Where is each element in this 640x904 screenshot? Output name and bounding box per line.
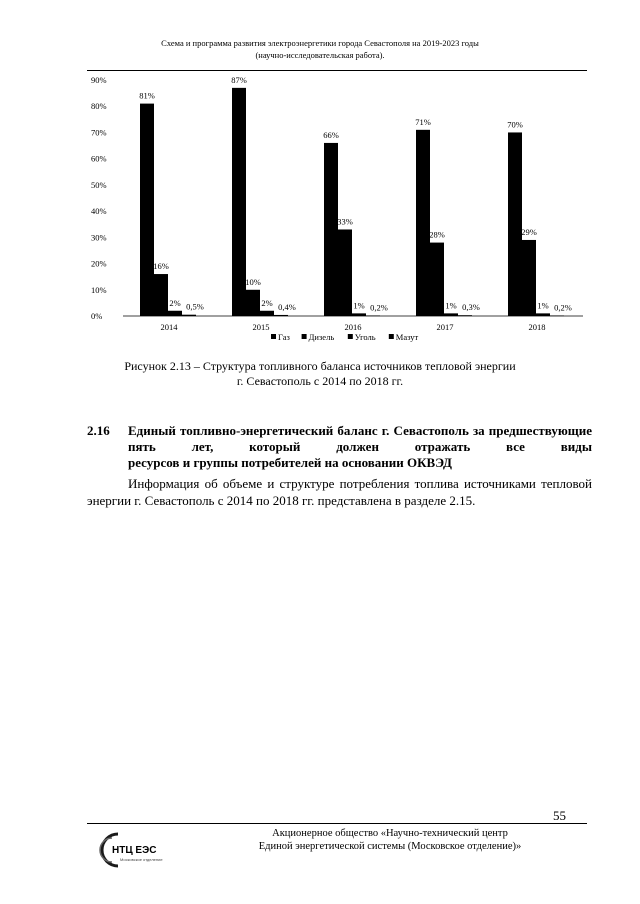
legend-swatch: [302, 334, 307, 339]
x-tick-label: 2018: [528, 322, 546, 332]
data-label: 71%: [415, 116, 431, 127]
logo-subtext: Московское отделение: [120, 857, 163, 862]
data-label: 66%: [323, 129, 339, 140]
data-label: 0,5%: [186, 301, 204, 312]
y-tick-label: 90%: [91, 75, 107, 85]
page-footer: [180, 827, 600, 853]
section-title-line-3: ресурсов и группы потребителей на основании ОКВЭД: [128, 455, 452, 470]
legend-swatch: [389, 334, 394, 339]
legend-swatch: [348, 334, 353, 339]
caption-line-2: г. Севастополь с 2014 по 2018 гг.: [236, 374, 404, 388]
data-label: 29%: [521, 226, 537, 237]
section-heading: [87, 423, 592, 471]
legend-swatch: [271, 334, 276, 339]
x-tick-label: 2014: [160, 322, 178, 332]
bar-газ: [508, 132, 522, 316]
x-tick-label: 2015: [252, 322, 270, 332]
section-title: [128, 423, 592, 471]
bar-мазут: [274, 315, 288, 316]
bar-уголь: [168, 311, 182, 316]
data-label: 1%: [537, 300, 549, 311]
page-header: [0, 37, 640, 61]
company-logo: [98, 828, 176, 872]
data-label: 2%: [169, 297, 181, 308]
y-tick-label: 70%: [91, 127, 107, 138]
section-title-line-2: предшествующие пять лет, который должен отражать все виды: [128, 423, 592, 454]
legend-label: Мазут: [395, 332, 419, 342]
legend-label: Газ: [278, 332, 290, 342]
bar-газ: [140, 104, 154, 316]
bar-дизель: [154, 274, 168, 316]
data-label: 1%: [445, 300, 457, 311]
bar-уголь: [260, 311, 274, 316]
data-label: 0,2%: [370, 302, 388, 313]
data-label: 87%: [231, 74, 247, 85]
x-tick-label: 2016: [344, 322, 362, 332]
section-number: 2.16: [87, 423, 110, 438]
y-tick-label: 80%: [91, 101, 107, 112]
section-title-line-1: Единый топливно-энергетический баланс г. Севастополь за: [128, 423, 485, 438]
header-line-1: Схема и программа развития электроэнергетики города Севастополя на 2019-2023 годы: [161, 38, 479, 48]
page-number: 55: [553, 808, 566, 823]
data-label: 2%: [261, 297, 273, 308]
legend-label: Дизель: [308, 332, 335, 342]
data-label: 33%: [337, 216, 353, 227]
y-tick-label: 0%: [91, 311, 103, 321]
data-label: 28%: [429, 229, 445, 240]
bar-газ: [324, 143, 338, 316]
bar-мазут: [366, 315, 380, 316]
bar-мазут: [182, 315, 196, 316]
y-tick-label: 50%: [91, 179, 107, 190]
data-label: 0,4%: [278, 301, 296, 312]
data-label: 0,3%: [462, 302, 480, 313]
bar-газ: [232, 88, 246, 316]
figure-caption: [0, 359, 640, 389]
x-tick-label: 2017: [436, 322, 454, 332]
body-paragraph: Информация об объеме и структуре потребления топлива источниками тепловой энергии г. Севастополь с 2014 по 2018 гг. представлена в разделе 2.15.: [87, 476, 592, 508]
fuel-balance-chart: [87, 70, 587, 355]
bar-уголь: [444, 313, 458, 316]
data-label: 0,2%: [554, 302, 572, 313]
y-tick-label: 60%: [91, 153, 107, 164]
logo-text: НТЦ ЕЭС: [112, 845, 157, 856]
data-label: 81%: [139, 90, 155, 101]
header-line-2: (научно-исследовательская работа).: [255, 50, 385, 60]
bar-дизель: [246, 290, 260, 316]
y-tick-label: 30%: [91, 232, 107, 243]
y-tick-label: 10%: [91, 284, 107, 295]
footer-rule: [87, 823, 587, 824]
bar-дизель: [430, 243, 444, 316]
data-label: 70%: [507, 119, 523, 130]
bar-уголь: [536, 313, 550, 316]
legend-label: Уголь: [354, 332, 376, 342]
bar-мазут: [458, 315, 472, 316]
bar-газ: [416, 130, 430, 316]
footer-line-1: Акционерное общество «Научно-технический центр: [272, 828, 508, 839]
caption-line-1: Рисунок 2.13 – Структура топливного баланса источников тепловой энергии: [124, 359, 516, 373]
y-tick-label: 40%: [91, 206, 107, 217]
y-tick-label: 20%: [91, 258, 107, 269]
footer-line-2: Единой энергетической системы (Московское отделение)»: [258, 841, 522, 852]
data-label: 10%: [245, 276, 261, 287]
data-label: 16%: [153, 261, 169, 272]
bar-мазут: [550, 315, 564, 316]
bar-дизель: [522, 240, 536, 316]
data-label: 1%: [353, 300, 365, 311]
bar-дизель: [338, 229, 352, 316]
bar-уголь: [352, 313, 366, 316]
